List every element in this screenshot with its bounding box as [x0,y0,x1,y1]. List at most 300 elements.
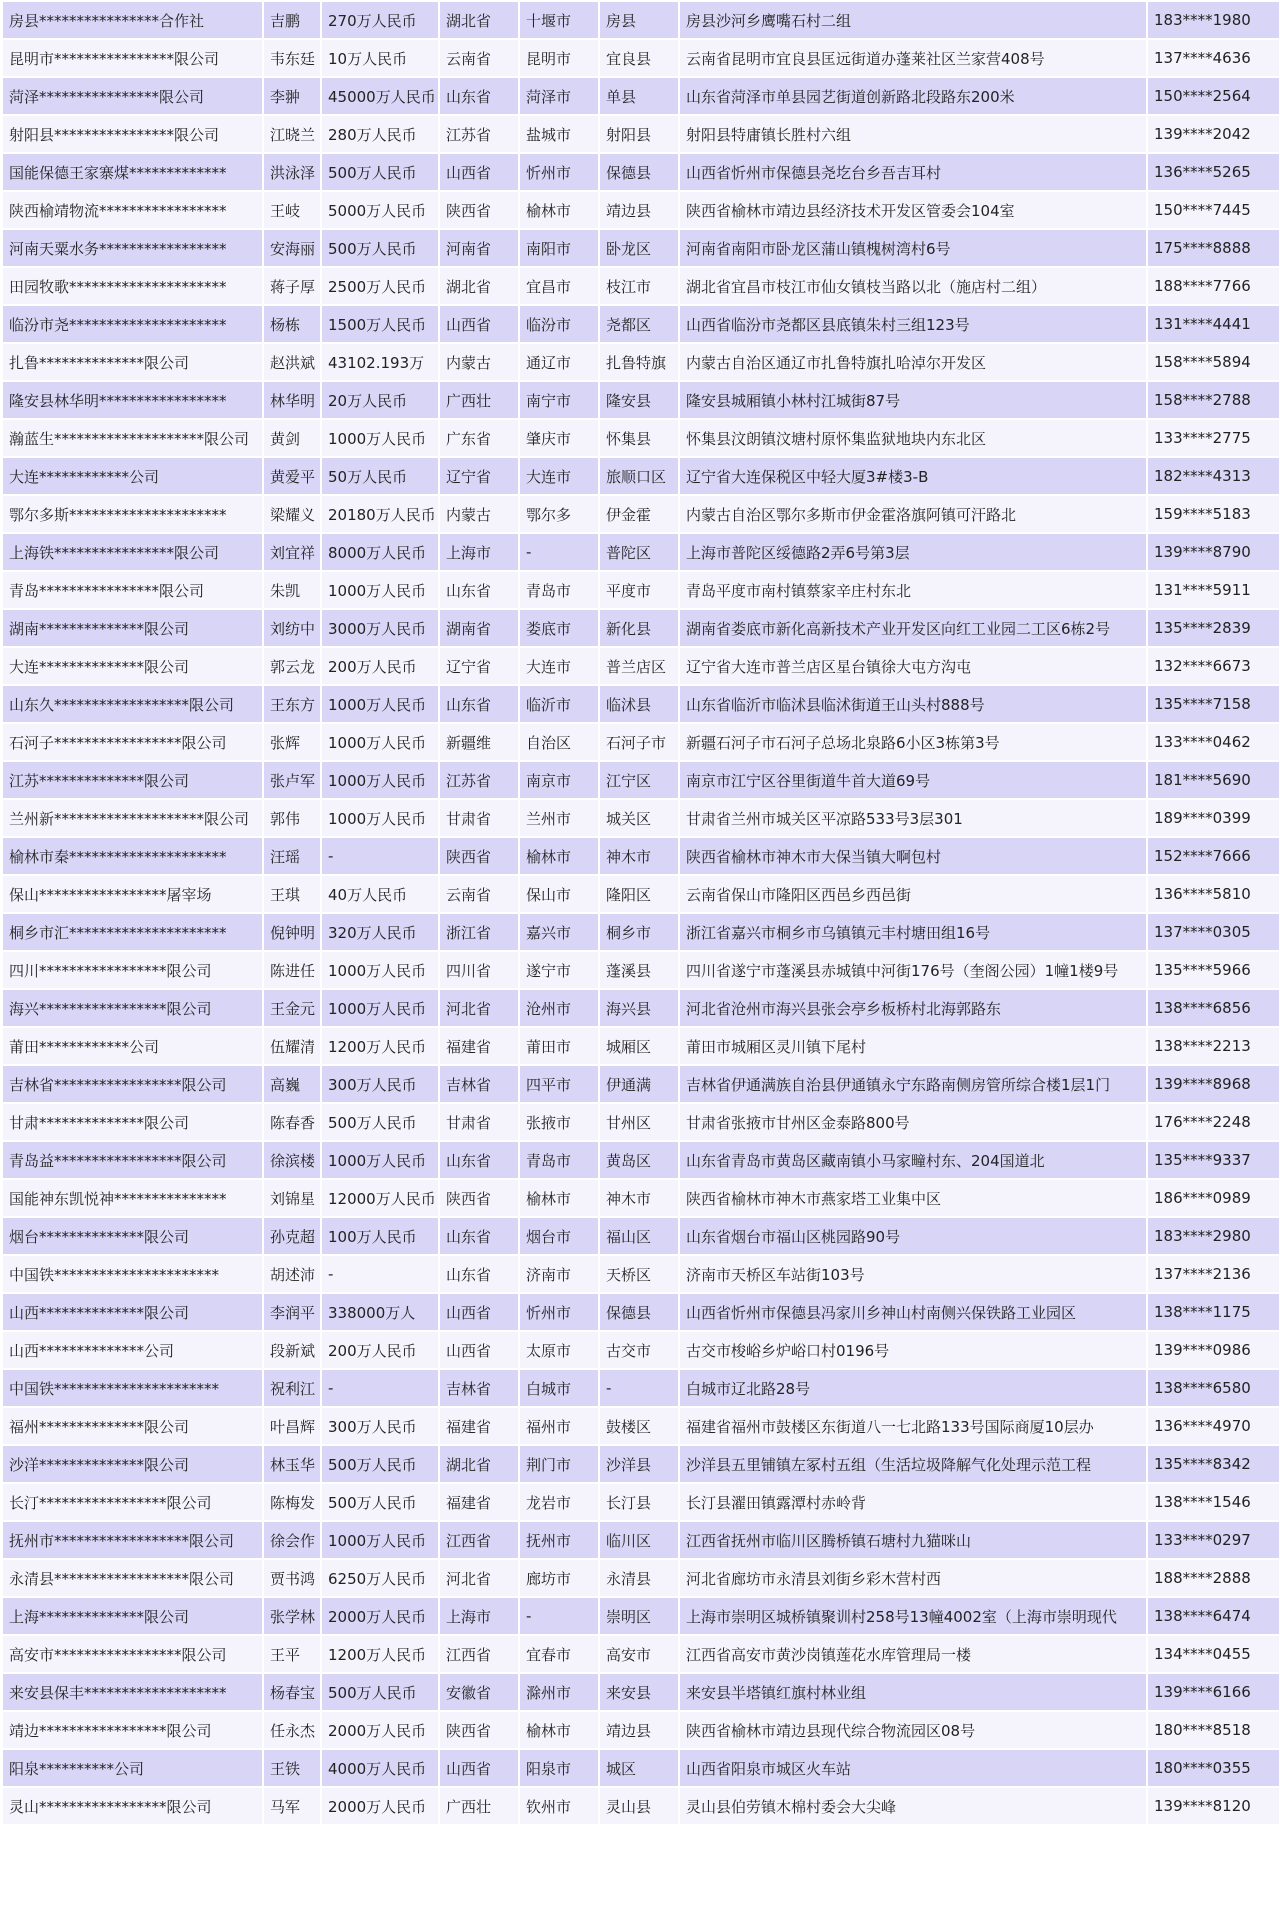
table-row [3,838,1279,874]
address-cell: 射阳县特庸镇长胜村六组 [680,116,1146,152]
province-cell: 湖北省 [440,2,518,38]
address-cell: 来安县半塔镇红旗村林业组 [680,1674,1146,1710]
table-row [3,800,1279,836]
city-cell: 廊坊市 [520,1560,598,1596]
phone-cell: 159****5183 [1148,496,1279,532]
capital-cell: 50万人民币 [322,458,438,494]
district-cell: 靖边县 [600,192,678,228]
capital-cell: 2000万人民币 [322,1598,438,1634]
legal-rep-cell: 王金元 [264,990,320,1026]
company-name-cell: 河南天粟水务***************** [3,230,262,266]
city-cell: 榆林市 [520,1180,598,1216]
legal-rep-cell: 张卢军 [264,762,320,798]
district-cell: 伊金霍 [600,496,678,532]
company-name-cell: 青岛****************限公司 [3,572,262,608]
capital-cell: - [322,1370,438,1406]
address-cell: 莆田市城厢区灵川镇下尾村 [680,1028,1146,1064]
district-cell: 尧都区 [600,306,678,342]
table-row [3,192,1279,228]
company-name-cell: 海兴*****************限公司 [3,990,262,1026]
province-cell: 福建省 [440,1408,518,1444]
province-cell: 湖北省 [440,268,518,304]
city-cell: 菏泽市 [520,78,598,114]
legal-rep-cell: 黄爱平 [264,458,320,494]
company-name-cell: 昆明市****************限公司 [3,40,262,76]
province-cell: 云南省 [440,876,518,912]
phone-cell: 139****8968 [1148,1066,1279,1102]
capital-cell: 200万人民币 [322,648,438,684]
district-cell: 房县 [600,2,678,38]
legal-rep-cell: 郭伟 [264,800,320,836]
district-cell: 黄岛区 [600,1142,678,1178]
legal-rep-cell: 郭云龙 [264,648,320,684]
company-name-cell: 中国铁********************** [3,1370,262,1406]
address-cell: 湖南省娄底市新化高新技术产业开发区向红工业园二工区6栋2号 [680,610,1146,646]
address-cell: 江西省高安市黄沙岗镇莲花水库管理局一楼 [680,1636,1146,1672]
district-cell: 城关区 [600,800,678,836]
district-cell: 保德县 [600,154,678,190]
province-cell: 江西省 [440,1636,518,1672]
company-name-cell: 国能神东凯悦神*************** [3,1180,262,1216]
address-cell: 山东省菏泽市单县园艺街道创新路北段路东200米 [680,78,1146,114]
capital-cell: 4000万人民币 [322,1750,438,1786]
phone-cell: 175****8888 [1148,230,1279,266]
address-cell: 南京市江宁区谷里街道牛首大道69号 [680,762,1146,798]
legal-rep-cell: 徐会作 [264,1522,320,1558]
province-cell: 甘肃省 [440,800,518,836]
capital-cell: 1000万人民币 [322,724,438,760]
city-cell: 保山市 [520,876,598,912]
capital-cell: 500万人民币 [322,1484,438,1520]
district-cell: 隆安县 [600,382,678,418]
address-cell: 山西省忻州市保德县尧圪台乡吾吉耳村 [680,154,1146,190]
phone-cell: 158****5894 [1148,344,1279,380]
legal-rep-cell: 张辉 [264,724,320,760]
table-row [3,610,1279,646]
legal-rep-cell: 王平 [264,1636,320,1672]
province-cell: 新疆维 [440,724,518,760]
capital-cell: 300万人民币 [322,1066,438,1102]
address-cell: 古交市梭峪乡炉峪口村0196号 [680,1332,1146,1368]
address-cell: 上海市崇明区城桥镇聚训村258号13幢4002室（上海市崇明现代 [680,1598,1146,1634]
province-cell: 山东省 [440,1142,518,1178]
company-table [1,0,1280,1826]
phone-cell: 135****7158 [1148,686,1279,722]
address-cell: 湖北省宜昌市枝江市仙女镇枝当路以北（施店村二组） [680,268,1146,304]
district-cell: 古交市 [600,1332,678,1368]
address-cell: 四川省遂宁市蓬溪县赤城镇中河街176号（奎阁公园）1幢1楼9号 [680,952,1146,988]
table-row [3,876,1279,912]
legal-rep-cell: 林华明 [264,382,320,418]
province-cell: 河北省 [440,1560,518,1596]
city-cell: 大连市 [520,648,598,684]
phone-cell: 139****8790 [1148,534,1279,570]
legal-rep-cell: 孙克超 [264,1218,320,1254]
company-name-cell: 瀚蓝生********************限公司 [3,420,262,456]
company-name-cell: 中国铁********************** [3,1256,262,1292]
district-cell: 普兰店区 [600,648,678,684]
district-cell: 旅顺口区 [600,458,678,494]
district-cell: 高安市 [600,1636,678,1672]
address-cell: 白城市辽北路28号 [680,1370,1146,1406]
table-row [3,724,1279,760]
legal-rep-cell: 刘宜祥 [264,534,320,570]
legal-rep-cell: 贾书鸿 [264,1560,320,1596]
city-cell: 太原市 [520,1332,598,1368]
capital-cell: 2000万人民币 [322,1712,438,1748]
phone-cell: 150****2564 [1148,78,1279,114]
district-cell: 怀集县 [600,420,678,456]
capital-cell: 43102.193万 [322,344,438,380]
capital-cell: 500万人民币 [322,154,438,190]
city-cell: 鄂尔多 [520,496,598,532]
phone-cell: 137****4636 [1148,40,1279,76]
phone-cell: 136****5265 [1148,154,1279,190]
address-cell: 山东省青岛市黄岛区藏南镇小马家疃村东、204国道北 [680,1142,1146,1178]
address-cell: 河北省沧州市海兴县张会亭乡板桥村北海郭路东 [680,990,1146,1026]
district-cell: 靖边县 [600,1712,678,1748]
table-row [3,648,1279,684]
phone-cell: 133****0297 [1148,1522,1279,1558]
district-cell: 城区 [600,1750,678,1786]
address-cell: 云南省昆明市宜良县匡远街道办蓬莱社区兰家营408号 [680,40,1146,76]
capital-cell: 100万人民币 [322,1218,438,1254]
address-cell: 河北省廊坊市永清县刘街乡彩木营村西 [680,1560,1146,1596]
province-cell: 内蒙古 [440,496,518,532]
table-row [3,1028,1279,1064]
province-cell: 四川省 [440,952,518,988]
phone-cell: 138****6474 [1148,1598,1279,1634]
company-name-cell: 隆安县林华明***************** [3,382,262,418]
company-name-cell: 大连**************限公司 [3,648,262,684]
legal-rep-cell: 段新斌 [264,1332,320,1368]
phone-cell: 182****4313 [1148,458,1279,494]
capital-cell: 280万人民币 [322,116,438,152]
legal-rep-cell: 赵洪斌 [264,344,320,380]
province-cell: 山东省 [440,572,518,608]
province-cell: 山西省 [440,306,518,342]
province-cell: 山东省 [440,1218,518,1254]
address-cell: 长汀县濯田镇露潭村赤岭背 [680,1484,1146,1520]
capital-cell: 1500万人民币 [322,306,438,342]
legal-rep-cell: 祝利江 [264,1370,320,1406]
legal-rep-cell: 梁耀义 [264,496,320,532]
district-cell: - [600,1370,678,1406]
table-row [3,1370,1279,1406]
province-cell: 吉林省 [440,1066,518,1102]
capital-cell: 3000万人民币 [322,610,438,646]
province-cell: 福建省 [440,1028,518,1064]
company-name-cell: 江苏**************限公司 [3,762,262,798]
company-name-cell: 长汀*****************限公司 [3,1484,262,1520]
phone-cell: 138****6856 [1148,990,1279,1026]
legal-rep-cell: 胡述沛 [264,1256,320,1292]
table-row [3,1484,1279,1520]
company-name-cell: 永清县******************限公司 [3,1560,262,1596]
legal-rep-cell: 韦东廷 [264,40,320,76]
table-row [3,1598,1279,1634]
province-cell: 湖南省 [440,610,518,646]
capital-cell: 45000万人民币 [322,78,438,114]
province-cell: 江西省 [440,1522,518,1558]
district-cell: 沙洋县 [600,1446,678,1482]
address-cell: 新疆石河子市石河子总场北泉路6小区3栋第3号 [680,724,1146,760]
legal-rep-cell: 刘锦星 [264,1180,320,1216]
phone-cell: 131****4441 [1148,306,1279,342]
legal-rep-cell: 王岐 [264,192,320,228]
province-cell: 山西省 [440,154,518,190]
company-name-cell: 鄂尔多斯********************* [3,496,262,532]
phone-cell: 133****2775 [1148,420,1279,456]
district-cell: 神木市 [600,1180,678,1216]
district-cell: 海兴县 [600,990,678,1026]
phone-cell: 181****5690 [1148,762,1279,798]
district-cell: 宜良县 [600,40,678,76]
table-row [3,230,1279,266]
table-row [3,154,1279,190]
legal-rep-cell: 任永杰 [264,1712,320,1748]
city-cell: 自治区 [520,724,598,760]
phone-cell: 150****7445 [1148,192,1279,228]
province-cell: 福建省 [440,1484,518,1520]
city-cell: 沧州市 [520,990,598,1026]
legal-rep-cell: 王东方 [264,686,320,722]
address-cell: 甘肃省兰州市城关区平凉路533号3层301 [680,800,1146,836]
legal-rep-cell: 汪瑶 [264,838,320,874]
company-name-cell: 上海铁****************限公司 [3,534,262,570]
province-cell: 湖北省 [440,1446,518,1482]
capital-cell: 200万人民币 [322,1332,438,1368]
province-cell: 河北省 [440,990,518,1026]
address-cell: 房县沙河乡鹰嘴石村二组 [680,2,1146,38]
table-row [3,1332,1279,1368]
company-name-cell: 房县****************合作社 [3,2,262,38]
capital-cell: 300万人民币 [322,1408,438,1444]
legal-rep-cell: 伍耀清 [264,1028,320,1064]
city-cell: 南阳市 [520,230,598,266]
legal-rep-cell: 倪钟明 [264,914,320,950]
table-row [3,116,1279,152]
company-name-cell: 上海**************限公司 [3,1598,262,1634]
province-cell: 山东省 [440,78,518,114]
capital-cell: 5000万人民币 [322,192,438,228]
address-cell: 浙江省嘉兴市桐乡市乌镇镇元丰村塘田组16号 [680,914,1146,950]
legal-rep-cell: 林玉华 [264,1446,320,1482]
company-name-cell: 临汾市尧********************* [3,306,262,342]
phone-cell: 135****2839 [1148,610,1279,646]
city-cell: 榆林市 [520,192,598,228]
legal-rep-cell: 徐滨楼 [264,1142,320,1178]
company-name-cell: 国能保德王家寨煤************* [3,154,262,190]
company-name-cell: 石河子*****************限公司 [3,724,262,760]
capital-cell: 8000万人民币 [322,534,438,570]
city-cell: 娄底市 [520,610,598,646]
table-row [3,1180,1279,1216]
city-cell: - [520,534,598,570]
district-cell: 伊通满 [600,1066,678,1102]
capital-cell: - [322,838,438,874]
address-cell: 怀集县汶朗镇汶塘村原怀集监狱地块内东北区 [680,420,1146,456]
province-cell: 江苏省 [440,762,518,798]
province-cell: 上海市 [440,534,518,570]
city-cell: 钦州市 [520,1788,598,1824]
company-name-cell: 抚州市******************限公司 [3,1522,262,1558]
address-cell: 陕西省榆林市靖边县经济技术开发区管委会104室 [680,192,1146,228]
address-cell: 山东省临沂市临沭县临沭街道王山头村888号 [680,686,1146,722]
address-cell: 济南市天桥区车站街103号 [680,1256,1146,1292]
capital-cell: 1000万人民币 [322,952,438,988]
address-cell: 内蒙古自治区鄂尔多斯市伊金霍洛旗阿镇可汗路北 [680,496,1146,532]
capital-cell: 10万人民币 [322,40,438,76]
province-cell: 陕西省 [440,838,518,874]
city-cell: 莆田市 [520,1028,598,1064]
table-row [3,1294,1279,1330]
phone-cell: 180****0355 [1148,1750,1279,1786]
phone-cell: 138****1175 [1148,1294,1279,1330]
capital-cell: 12000万人民币 [322,1180,438,1216]
province-cell: 山西省 [440,1294,518,1330]
city-cell: 龙岩市 [520,1484,598,1520]
city-cell: 青岛市 [520,572,598,608]
phone-cell: 137****0305 [1148,914,1279,950]
capital-cell: 1000万人民币 [322,1522,438,1558]
legal-rep-cell: 马军 [264,1788,320,1824]
district-cell: 临川区 [600,1522,678,1558]
table-row [3,2,1279,38]
province-cell: 山西省 [440,1750,518,1786]
district-cell: 甘州区 [600,1104,678,1140]
company-name-cell: 湖南**************限公司 [3,610,262,646]
table-row [3,1788,1279,1824]
city-cell: 临汾市 [520,306,598,342]
company-name-cell: 菏泽****************限公司 [3,78,262,114]
table-body [3,2,1279,1824]
phone-cell: 137****2136 [1148,1256,1279,1292]
table-row [3,496,1279,532]
district-cell: 神木市 [600,838,678,874]
province-cell: 吉林省 [440,1370,518,1406]
company-name-cell: 烟台**************限公司 [3,1218,262,1254]
capital-cell: 1000万人民币 [322,762,438,798]
table-row [3,572,1279,608]
phone-cell: 135****9337 [1148,1142,1279,1178]
legal-rep-cell: 刘纺中 [264,610,320,646]
province-cell: 陕西省 [440,1180,518,1216]
city-cell: 张掖市 [520,1104,598,1140]
address-cell: 陕西省榆林市靖边县现代综合物流园区08号 [680,1712,1146,1748]
table-row [3,1712,1279,1748]
capital-cell: 500万人民币 [322,1674,438,1710]
legal-rep-cell: 陈春香 [264,1104,320,1140]
address-cell: 江西省抚州市临川区腾桥镇石塘村九猫咪山 [680,1522,1146,1558]
table-row [3,420,1279,456]
phone-cell: 188****2888 [1148,1560,1279,1596]
district-cell: 灵山县 [600,1788,678,1824]
legal-rep-cell: 王铁 [264,1750,320,1786]
company-name-cell: 吉林省*****************限公司 [3,1066,262,1102]
table-row [3,1446,1279,1482]
capital-cell: 6250万人民币 [322,1560,438,1596]
company-name-cell: 福州**************限公司 [3,1408,262,1444]
company-name-cell: 田园牧歌********************* [3,268,262,304]
city-cell: 烟台市 [520,1218,598,1254]
company-name-cell: 高安市*****************限公司 [3,1636,262,1672]
phone-cell: 152****7666 [1148,838,1279,874]
district-cell: 长汀县 [600,1484,678,1520]
table-row [3,306,1279,342]
city-cell: 肇庆市 [520,420,598,456]
city-cell: 嘉兴市 [520,914,598,950]
district-cell: 单县 [600,78,678,114]
legal-rep-cell: 黄剑 [264,420,320,456]
capital-cell: - [322,1256,438,1292]
table-row [3,1522,1279,1558]
phone-cell: 139****2042 [1148,116,1279,152]
capital-cell: 2500万人民币 [322,268,438,304]
company-name-cell: 沙洋**************限公司 [3,1446,262,1482]
address-cell: 山东省烟台市福山区桃园路90号 [680,1218,1146,1254]
legal-rep-cell: 吉鹏 [264,2,320,38]
table-row [3,1560,1279,1596]
district-cell: 保德县 [600,1294,678,1330]
company-name-cell: 扎鲁**************限公司 [3,344,262,380]
address-cell: 陕西省榆林市神木市燕家塔工业集中区 [680,1180,1146,1216]
phone-cell: 132****6673 [1148,648,1279,684]
table-row [3,1636,1279,1672]
capital-cell: 1000万人民币 [322,420,438,456]
capital-cell: 500万人民币 [322,1104,438,1140]
district-cell: 城厢区 [600,1028,678,1064]
address-cell: 河南省南阳市卧龙区蒲山镇槐树湾村6号 [680,230,1146,266]
district-cell: 鼓楼区 [600,1408,678,1444]
company-name-cell: 兰州新********************限公司 [3,800,262,836]
phone-cell: 133****0462 [1148,724,1279,760]
table-row [3,990,1279,1026]
city-cell: 忻州市 [520,1294,598,1330]
capital-cell: 2000万人民币 [322,1788,438,1824]
phone-cell: 186****0989 [1148,1180,1279,1216]
table-row [3,344,1279,380]
city-cell: 榆林市 [520,838,598,874]
table-row [3,1066,1279,1102]
city-cell: 宜春市 [520,1636,598,1672]
company-name-cell: 四川*****************限公司 [3,952,262,988]
district-cell: 新化县 [600,610,678,646]
address-cell: 甘肃省张掖市甘州区金泰路800号 [680,1104,1146,1140]
address-cell: 隆安县城厢镇小林村江城街87号 [680,382,1146,418]
city-cell: 宜昌市 [520,268,598,304]
city-cell: 忻州市 [520,154,598,190]
district-cell: 来安县 [600,1674,678,1710]
table-row [3,1104,1279,1140]
city-cell: 济南市 [520,1256,598,1292]
phone-cell: 134****0455 [1148,1636,1279,1672]
company-name-cell: 保山*****************屠宰场 [3,876,262,912]
capital-cell: 1000万人民币 [322,800,438,836]
phone-cell: 131****5911 [1148,572,1279,608]
phone-cell: 135****8342 [1148,1446,1279,1482]
capital-cell: 500万人民币 [322,230,438,266]
table-row [3,914,1279,950]
table-row [3,1750,1279,1786]
company-name-cell: 莆田************公司 [3,1028,262,1064]
table-row [3,78,1279,114]
district-cell: 永清县 [600,1560,678,1596]
city-cell: 通辽市 [520,344,598,380]
province-cell: 陕西省 [440,192,518,228]
address-cell: 青岛平度市南村镇蔡家辛庄村东北 [680,572,1146,608]
company-name-cell: 灵山*****************限公司 [3,1788,262,1824]
